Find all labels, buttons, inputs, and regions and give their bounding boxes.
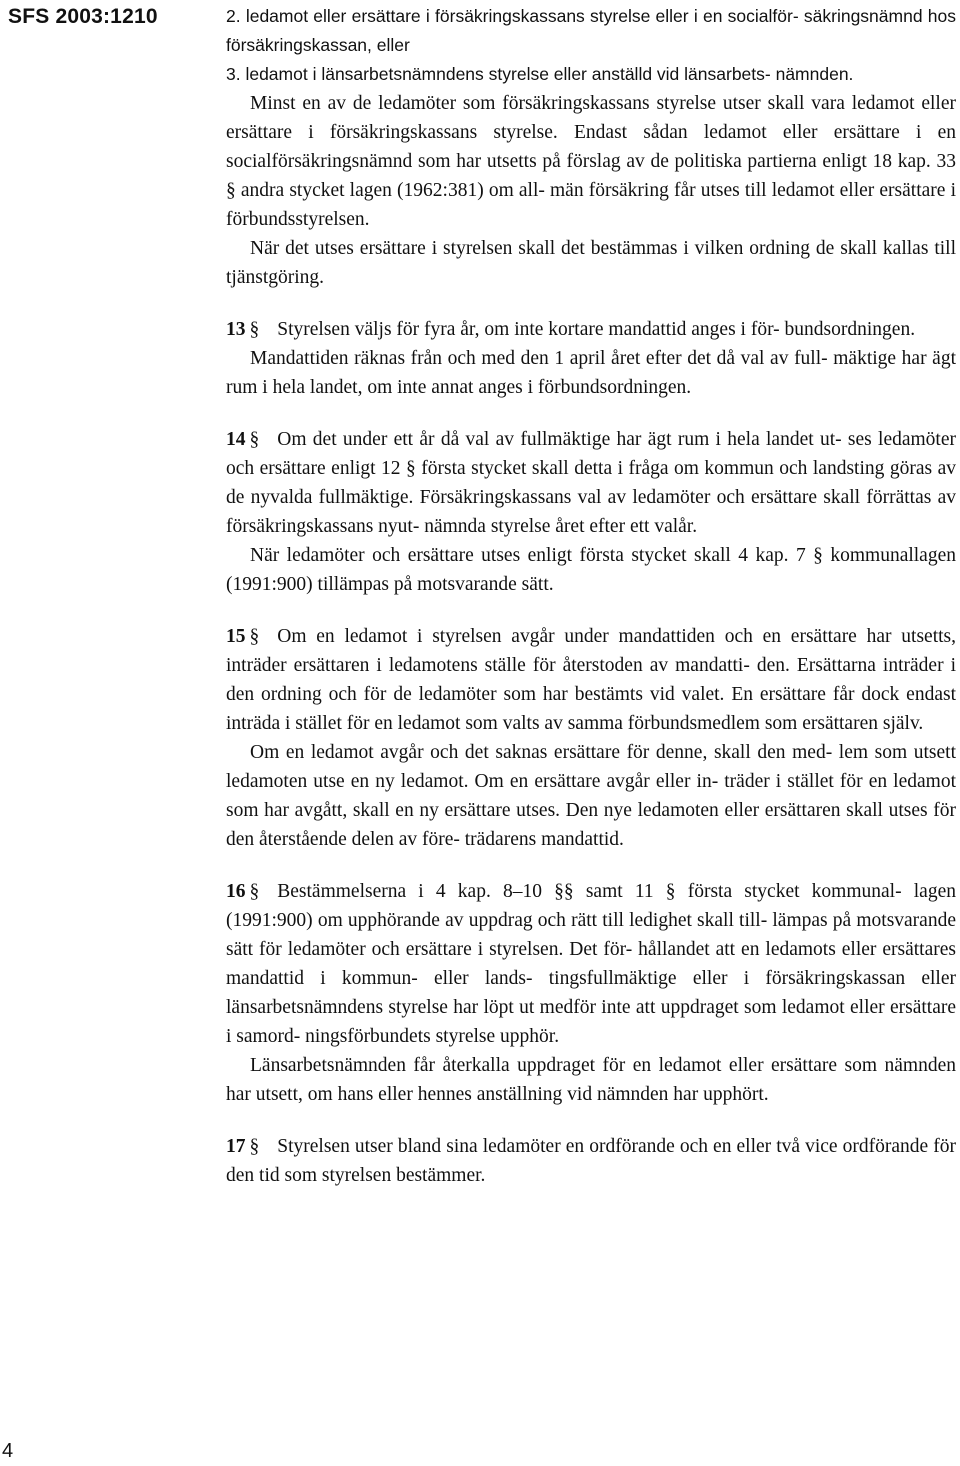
document-body xyxy=(226,0,956,1190)
section xyxy=(226,877,956,1109)
section-sign: § xyxy=(249,626,260,647)
section-paragraph xyxy=(226,877,956,1051)
paragraph: Mandattiden räknas från och med den 1 april året efter det då val av full- mäktige har ägt rum i hela landet, om inte annat anges i förbundsordningen. xyxy=(226,348,956,398)
section-paragraph xyxy=(226,425,956,541)
section-number: 15 xyxy=(226,626,246,647)
page-number: 4 xyxy=(2,1440,14,1462)
section-text: Bestämmelserna i 4 kap. 8–10 §§ samt 11 § första stycket kommunal- lagen (1991:900) om upphörande av uppdrag och rätt till ledighet skall till- lämpas på motsvarande sätt för ledamöter och ersättare i styrelsen. Det för- hållandet att en ledamots eller ersättares mandattid i kommun- eller lands- tingsfullmäktige eller i försäkringskassan eller länsarbetsnämndens styrelse har löpt ut medför inte att uppdraget som ledamot eller ersättare i samord- ningsförbundets styrelse upphör. xyxy=(226,881,956,1047)
paragraph: Om en ledamot avgår och det saknas ersättare för denne, skall den med- lem som utsett ledamoten utse en ny ledamot. Om en ersättare avgår eller in- träder i stället för en ledamot som har avgått, skall en ny ersättare utses. Den nye ledamoten eller ersättaren skall utses för den återstående delen av före- trädarens mandattid. xyxy=(226,742,956,850)
section-sign: § xyxy=(249,881,260,902)
section xyxy=(226,315,956,402)
section xyxy=(226,622,956,854)
paragraph: Länsarbetsnämnden får återkalla uppdraget för en ledamot eller ersättare som nämnden har utsett, om hans eller hennes anställning vid nämnden har upphört. xyxy=(226,1055,956,1105)
section-number: 17 xyxy=(226,1136,246,1157)
section-paragraph xyxy=(226,622,956,738)
section xyxy=(226,1132,956,1190)
list xyxy=(226,0,956,89)
section-paragraph xyxy=(226,1132,956,1190)
section-text: Styrelsen utser bland sina ledamöter en ordförande och en eller två vice ordförande för den tid som styrelsen bestämmer. xyxy=(226,1136,956,1186)
section-number: 13 xyxy=(226,319,246,340)
section-number: 16 xyxy=(226,881,246,902)
section-paragraph xyxy=(226,315,956,344)
paragraph: Minst en av de ledamöter som försäkringskassans styrelse utser skall vara ledamot eller ersättare i försäkringskassans styrelse. Endast sådan ledamot eller ersättare i en socialförsäkringsnämnd som har utsetts på förslag av de politiska partierna enligt 18 kap. 33 § andra stycket lagen (1962:381) om all- män försäkring får utses till ledamot eller ersättare i förbundsstyrelsen. xyxy=(226,93,956,230)
section-sign: § xyxy=(249,319,260,340)
paragraph: När ledamöter och ersättare utses enligt första stycket skall 4 kap. 7 § kommunallagen (1991:900) tillämpas på motsvarande sätt. xyxy=(226,545,956,595)
list-item-2: 2. ledamot eller ersättare i försäkringskassans styrelse eller i en socialför- säkringsnämnd hos försäkringskassan, eller xyxy=(226,6,956,55)
section xyxy=(226,425,956,599)
section-text: Styrelsen väljs för fyra år, om inte kortare mandattid anges i för- bundsordningen. xyxy=(277,319,916,340)
section-number: 14 xyxy=(226,429,246,450)
section-sign: § xyxy=(249,429,260,450)
sfs-number: SFS 2003:1210 xyxy=(8,5,158,28)
section-sign: § xyxy=(249,1136,260,1157)
section-text: Om det under ett år då val av fullmäktige har ägt rum i hela landet ut- ses ledamöter och ersättare enligt 12 § första stycket skall detta i fråga om kommun och landsting göras av de nyvalda fullmäktige. Försäkringskassans val av ledamöter och ersättare skall förrättas av försäkringskassans nyut- nämnda styrelse året efter ett valår. xyxy=(226,429,956,537)
section-text: Om en ledamot i styrelsen avgår under mandattiden och en ersättare har utsetts, inträder ersättaren i ledamotens ställe för återstoden av mandatti- den. Ersättarna inträder i den ordning och för de ledamöter som har bestämts vid valet. En ersättare får dock endast inträda i stället för en ledamot som valts av samma förbundsmedlem som ersättaren själv. xyxy=(226,626,956,734)
paragraph: När det utses ersättare i styrelsen skall det bestämmas i vilken ordning de skall kallas till tjänstgöring. xyxy=(226,238,956,288)
list-item-3: 3. ledamot i länsarbetsnämndens styrelse eller anställd vid länsarbets- nämnden. xyxy=(226,64,854,84)
